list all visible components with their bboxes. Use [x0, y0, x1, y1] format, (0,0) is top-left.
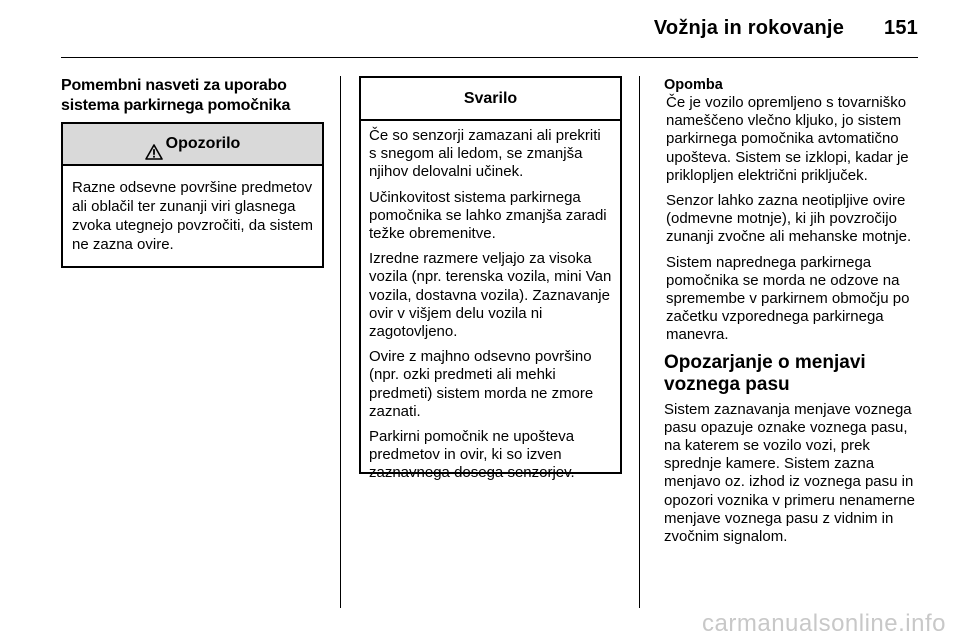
- warning-box-heading: Opozorilo: [63, 124, 322, 166]
- note-label: Opomba: [664, 77, 723, 93]
- warning-box-body: Razne odsevne površine predmetov ali oblačil ter zunanji viri glasnega zvoka utegnejo povzročiti, da sistem ne zazna ovire.: [72, 179, 313, 253]
- warning-box: [61, 122, 324, 268]
- caution-paragraph: Ovire z majhno odsevno površino (npr. ozki predmeti ali mehki predmeti) sistem morda ne zmore zaznati.: [369, 348, 594, 420]
- column-divider-right: [639, 76, 640, 608]
- header-rule: [61, 57, 918, 58]
- section-title-parking-tips: Pomembni nasveti za uporabo sistema parkirnega pomočnika: [61, 77, 291, 114]
- watermark: carmanualsonline.info: [702, 610, 946, 637]
- caution-paragraph: Učinkovitost sistema parkirnega pomočnika se lahko zmanjša zaradi težke obremenitve.: [369, 188, 607, 243]
- page-number: 151: [884, 17, 918, 39]
- page-title: Vožnja in rokovanje: [653, 17, 845, 39]
- caution-paragraph: Izredne razmere veljajo za visoka vozila (npr. terenska vozila, mini Van vozila, dostavna vozila). Zaznavanje ovir v višjem delu vozila ni zagotovljeno.: [369, 250, 612, 341]
- right-column: [664, 76, 926, 546]
- note-paragraph: Sistem naprednega parkirnega pomočnika se morda ne odzove na spremembe v parkirnem območju po začetku vzporednega parkirnega manevra.: [666, 253, 910, 344]
- note-paragraph: Senzor lahko zazna neotipljive ovire (odmevne motnje), ki jih povzročijo zunanji zvočne ali mehanske motnje.: [666, 192, 912, 246]
- lane-departure-body: Sistem zaznavanja menjave voznega pasu opazuje oznake voznega pasu, na katerem se vozilo vozi, prek sprednje kamere. Sistem zazna menjavo oz. izhod iz voznega pasu in opozori voznika v primeru nenamerne menjave voznega pasu z vidnim in zvočnim signalom.: [664, 400, 915, 546]
- caution-box: [359, 76, 622, 482]
- column-divider-left: [340, 76, 341, 608]
- caution-paragraph: Parkirni pomočnik ne upošteva predmetov in ovir, ki so izven zaznavnega dosega senzorjev.: [369, 428, 575, 482]
- section-title-lane-departure: Opozarjanje o menjavi voznega pasu: [664, 351, 866, 395]
- page-header: [654, 17, 918, 40]
- caution-box-body: [361, 121, 620, 483]
- warning-triangle-icon: [145, 135, 163, 151]
- note-paragraph: Če je vozilo opremljeno s tovarniško nameščeno vlečno kljuko, jo sistem parkirnega pomočnika avtomatično upošteva. Sistem se izklopi, kadar je priklopljen električni priključek.: [666, 94, 909, 184]
- caution-paragraph: Če so senzorji zamazani ali prekriti s snegom ali ledom, se zmanjša njihov delovalni učinek.: [369, 127, 601, 181]
- caution-box-heading: Svarilo: [361, 78, 620, 121]
